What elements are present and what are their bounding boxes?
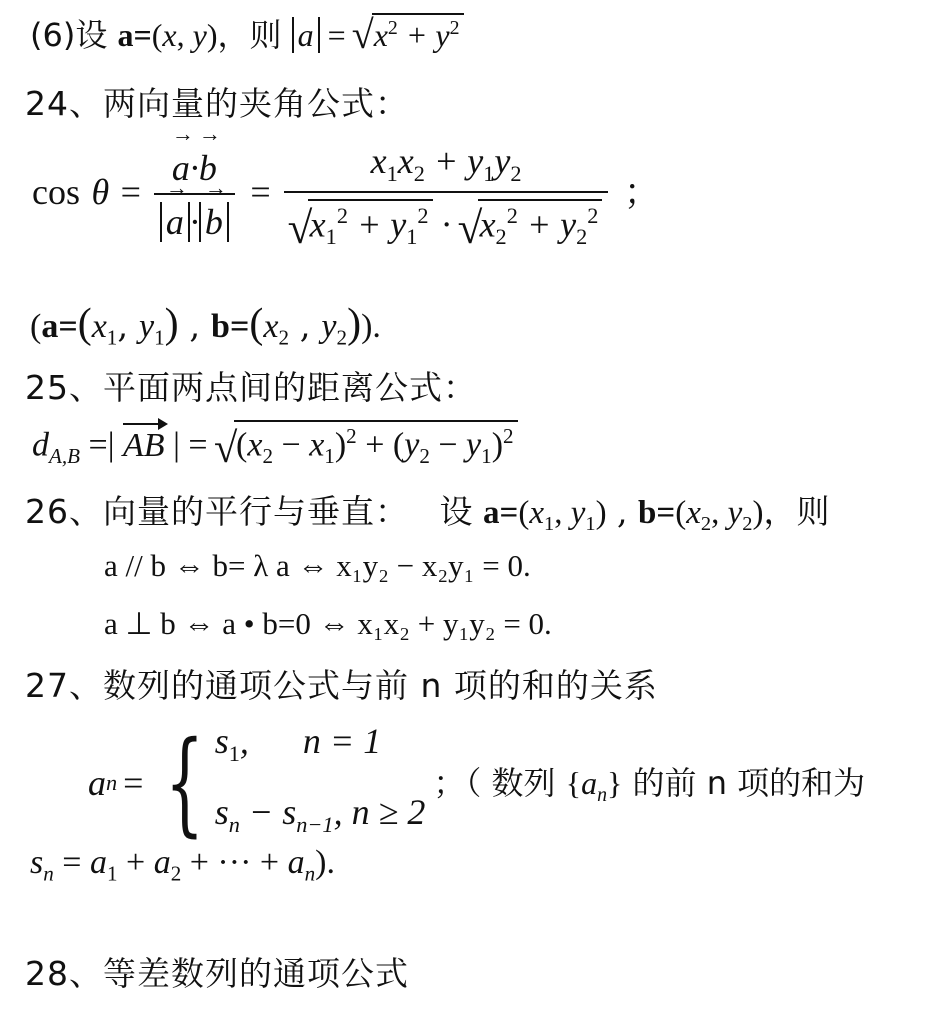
heading-24: 24、两向量的夹角公式：: [25, 84, 409, 123]
heading-26-then: ，则: [763, 492, 830, 531]
heading-27: 27、数列的通项公式与前 n 项的和的关系: [25, 666, 658, 705]
piecewise-formula: a n = { $s_1$, n = 1 $s_n - s_{n-1}$, n ≥ 2 ；（ 数列 $\{a_n\}$ 的前 n 项的和为: [88, 712, 865, 854]
note-open: (: [30, 308, 42, 345]
parallel-condition: a // b ⇔ b= λ a ⇔ x₁y₂ − x₂y₁ = 0.: [104, 548, 531, 583]
distance-formula: $d_{A,B}$ =| AB | = √ $(x_2 - x_1)^2 + (y_2 - y_1)^2$: [32, 420, 518, 469]
heading-28: 28、等差数列的通项公式: [25, 954, 409, 993]
perpendicular-condition: a ⊥ b ⇔ a • b=0 ⇔ x₁x₂ + y₁y₂ = 0.: [104, 606, 552, 641]
magnitude-sqrt: √ $x^2 + y^2$: [354, 13, 464, 54]
sum-formula: $s_n = a_1 + a_2$ + ··· + $a_n$).: [30, 844, 335, 886]
vector-ab: AB: [123, 423, 165, 465]
distance-sqrt: √ $(x_2 - x_1)^2 + (y_2 - y_1)^2$: [216, 420, 518, 469]
item-6-label: (6)设: [30, 16, 108, 54]
heading-25: 25、平面两点间的距离公式：: [25, 368, 477, 407]
vector-a-magnitude: a: [292, 17, 320, 53]
cos-label: cos: [32, 171, 80, 212]
item-6-line: [30, 10, 464, 56]
angle-formula: [32, 140, 660, 250]
vector-a-coords: (x, y): [151, 17, 218, 53]
coordinate-fraction: $x_1x_2 + y_1y_2$ √ $x_1^2 + y_1^2$ · √ $x_2^2 + y_2^2$: [284, 140, 609, 250]
vector-a-def: a=: [117, 17, 152, 53]
piecewise-note: ；（ 数列 $\{a_n\}$ 的前 n 项的和为: [433, 764, 866, 807]
piecewise-cases: $s_1$, n = 1 $s_n - s_{n-1}$, n ≥ 2: [214, 721, 426, 837]
sum-close: ).: [315, 844, 335, 881]
note-close: ).: [361, 308, 381, 345]
note-24: ($a=(x_1$, $y_1$) , $b=(x_2$ , $y_2$)).: [30, 301, 381, 350]
theta-symbol: θ: [91, 171, 110, 212]
equals-sign: =: [319, 17, 354, 53]
equals-2: =: [250, 171, 280, 212]
heading-26: 26、向量的平行与垂直：: [25, 492, 409, 531]
heading-26-set: 设: [439, 492, 473, 531]
equals-1: =: [120, 171, 150, 212]
item-6-then: ，则: [217, 16, 282, 54]
vector-fraction: → a·→ b → a ·→ b: [154, 147, 235, 243]
left-brace: {: [165, 717, 205, 848]
heading-26-line: 26、向量的平行与垂直： 设 $a=(x_1$, $y_1$) , $b=(x_2$, $y_2$)，则: [25, 492, 830, 536]
semicolon-24: ；: [623, 171, 660, 213]
